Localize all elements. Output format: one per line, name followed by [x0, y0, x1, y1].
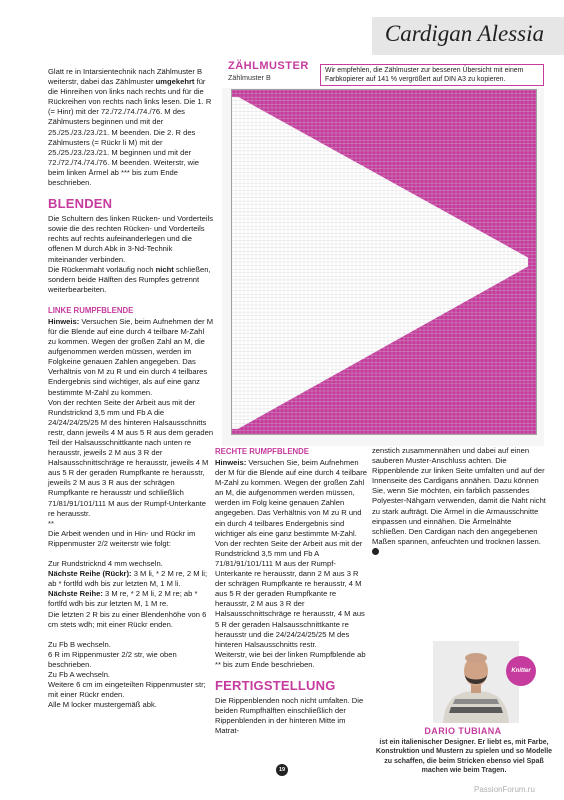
- column-1: [48, 67, 214, 710]
- designer-name: DARIO TUBIANA: [424, 726, 502, 736]
- 6r-paragraph: 6 R im Rippenmuster 2/2 str, wie oben beschrieben.: [48, 649, 177, 669]
- fertigstellung-heading: FERTIGSTELLUNG: [215, 677, 336, 693]
- chart-header: [228, 60, 309, 82]
- knitting-chart-svg: [232, 90, 536, 434]
- blenden-text-1: Die Schultern des linken Rücken- und Vorderteils sowie die des rechten Rücken- und Vorderteils rechts auf rechts aufeinanderlegen und die offenen M durch Abk in 3-Nd-Technik miteinander verbinden.: [48, 214, 214, 264]
- blenden-heading: BLENDEN: [48, 196, 113, 212]
- naechste-reihe-1: Nächste Reihe (Rückr): 3 M li, * 2 M re, 2 M li; ab * fortlfd wdh bis zur letzten M, 1 M li.: [48, 569, 208, 589]
- zu-fb-a-paragraph: Zu Fb A wechseln.: [48, 669, 111, 679]
- weitere-paragraph: Weitere 6 cm im eingeteilten Rippenmuster str; mit einer Rückr enden.: [48, 680, 206, 700]
- chart-title: ZÄHLMUSTER: [228, 60, 309, 72]
- end-mark-icon: [372, 548, 379, 555]
- letzten-paragraph: Die letzten 2 R bis zu einer Blendenhöhe von 6 cm stets wdh; mit einer Rückr enden.: [48, 609, 207, 629]
- arbeit-paragraph: Die Arbeit wenden und in Hin- und Rückr im Rippenmuster 2/2 weiterstr wie folgt:: [48, 528, 196, 548]
- zu-fb-b-paragraph: Zu Fb B wechseln.: [48, 639, 111, 649]
- column-2: [215, 446, 369, 736]
- intro-paragraph: Glatt re in Intarsientechnik nach Zählmuster B weiterstr, dabei das Zählmuster umgekehrt für die Hinreihen von links nach rechts und für die Rückreihen von rechts nach links lesen. Die 1. R (= Hinr) mit der 72./72./74./74./76. M des Zählmusters beginnen und mit der 25./25./23./23./21. M beenden. Die 2. R des Zählmusters (= Rückr li M) mit der 25./25./23./23./21. M beginnen und mit der 72./72./74./74./76. M beenden. Weiterstr, wie beim linken Ärmel ab *** bis zum Ende beschrieben.: [48, 67, 212, 188]
- designer-portrait-icon: [433, 641, 519, 723]
- zur-paragraph: Zur Rundstricknd 4 mm wechseln.: [48, 559, 163, 569]
- alle-paragraph: Alle M locker mustergemäß abk.: [48, 700, 157, 710]
- designer-bio: ist ein italienischer Designer. Er liebt es, mit Farbe, Konstruktion und Mustern zu spielen und so Modelle zu schaffen, die beim Stricken ebenso viel Spaß machen wie beim Tragen.: [375, 739, 553, 774]
- naechste-reihe-2: Nächste Reihe: 3 M re, * 2 M li, 2 M re; ab * fortlfd wdh bis zur letzten M, 1 M re.: [48, 589, 198, 609]
- page-number: 19: [276, 764, 288, 776]
- title-bar: [372, 17, 564, 55]
- fertig-paragraph: Die Rippenblenden noch nicht umfalten. Die beiden Rumpfhälften einschließlich der Rippenblenden in der hinteren Mitte im Matrat-: [215, 695, 364, 736]
- knitting-chart-grid: [231, 89, 537, 435]
- chart-subtitle: Zählmuster B: [228, 73, 271, 82]
- blenden-text-2: Die Rückenmaht vorläufig noch nicht schließen, sondern beide Hälften des Rumpfes getrennt weiterbearbeiten.: [48, 264, 211, 294]
- designer-photo: [433, 641, 519, 723]
- knitter-badge: Knitter: [506, 656, 536, 686]
- rechte-rumpfblende-heading: RECHTE RUMPFBLENDE: [215, 447, 309, 456]
- watermark: PassionForum.ru: [474, 785, 535, 794]
- chart-note: Wir empfehlen, die Zählmuster zur besseren Übersicht mit einem Farbkopierer auf 141 % vergrößert auf DIN A3 zu kopieren.: [320, 64, 544, 86]
- page-title: Cardigan Alessia: [384, 21, 544, 46]
- hinweis-paragraph: Hinweis: Versuchen Sie, beim Aufnehmen der M für die Blende auf eine durch 4 teilbare M-Zahl zu kommen. Wegen der großen Zahl an M, die aufgenommen werden müssen, werden im Folgkeine genauen Zahlen angegeben. Das Verhältnis von M zu R und ein durch 4 teilbares Endergebnis sind wichtiger, als auf eine ganz bestimmte M-Zahl zu kommen.: [48, 316, 214, 397]
- finishing-paragraph: zenstich zusammennähen und dabei auf einen sauberen Muster-Anschluss achten. Die Rippenblende zur linken Seite umfalten und auf der Innenseite des Cardigans annähen. Dazu können Sie, wenn Sie möchten, ein farblich passendes Polyester-Nähgarn verwenden, damit die Naht nicht zu stark aufträgt. Die Ärmel in die Armausschnitte einpassen und einnähen. Die Ärmelnähte schließen. Den Cardigan nach den angegebenen Maßen spannen, anfeuchten und trocknen lassen.: [372, 446, 546, 557]
- links-rumpfblende-heading: LINKE RUMPFBLENDE: [48, 305, 134, 315]
- rundstr-paragraph: Von der rechten Seite der Arbeit aus mit der Rundstricknd 3,5 mm und Fb A die 24/24/24/25/25 M des hinteren Halsausschnitts restr, dann jeweils 4 M aus 5 R aus dem geraden Teil der Halsausschnittkante nach unten re herausstr, jeweils 2 M aus 3 R der Halsausschnittschräge re herausstr, jeweils 4 M aus 5 R der geraden Rumpfkante re herausstr, jeweils 2 M aus 3 R aus der schrägen Rumpfkante re herausstr und schließlich 71/81/91/101/111 M aus der Rumpf-Unterkante re herausstr.: [48, 397, 214, 518]
- weiterstr-paragraph: Weiterstr, wie bei der linken Rumpfblende ab ** bis zum Ende beschrieben.: [215, 649, 366, 669]
- stars-marker: **: [48, 518, 54, 528]
- hinweis-paragraph-2: Hinweis: Versuchen Sie, beim Aufnehmen der M für die Blende auf eine durch 4 teilbare M-Zahl zu kommen. Wegen der großen Zahl an M, die aufgenommen werden müssen, werden im Folg keine genauen Zahlen angegeben. Das Verhältnis von M zu R und ein durch 4 teilbares Endergebnis sind wichtiger als eine ganz bestimmte M-Zahl.: [215, 458, 367, 538]
- column-3: [372, 446, 546, 557]
- rundstr-paragraph-2: Von der rechten Seite der Arbeit aus mit der Rundstricknd 3,5 mm und Fb A 71/81/91/101/111 M aus der Rumpf-Unterkante re herausstr, dann 2 M aus 3 R der schrägen Rumpfkante re herausstr, 4 M aus 5 R der geraden Rumpfkante re herausstr, 2 M aus 3 R der Halsausschnittschräge re herausstr, 4 M aus 5 R der geraden Halsausschnittkante re herausstr und die 24/24/24/25/25 M des hinteren Halsausschnitts restr.: [215, 538, 365, 649]
